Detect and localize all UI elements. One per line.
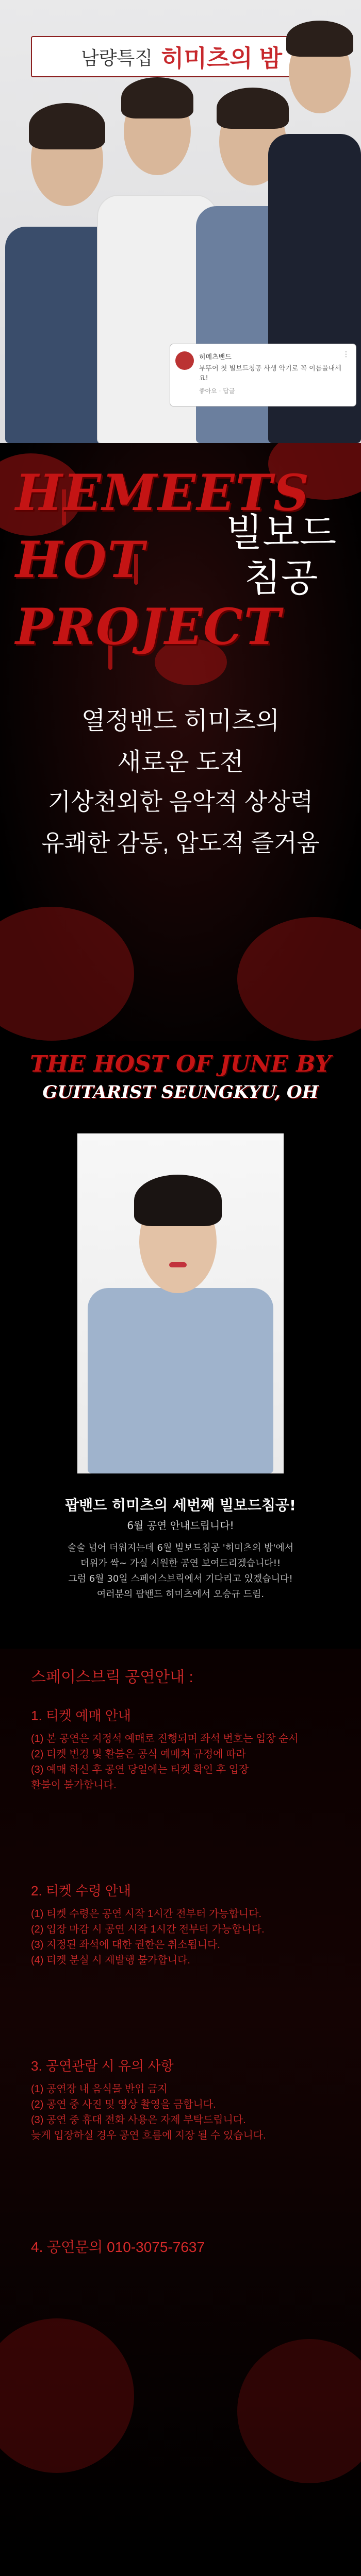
blood-splat: [0, 2318, 134, 2473]
kr-title-line2: 침공: [244, 556, 318, 600]
title-section: [0, 443, 361, 1041]
viewing-note-item: (1) 공연장 내 음식물 반입 금지: [31, 2083, 168, 2095]
ticket-pickup-item: (2) 입장 마감 시 공연 시작 1시간 전부터 가능합니다.: [31, 1924, 265, 1935]
ticket-pickup-item: (4) 티켓 분실 시 재발행 불가합니다.: [31, 1955, 190, 1966]
billboard-invasion-title: [222, 510, 340, 601]
viewing-notes-heading: 3. 공연관람 시 유의 사항: [31, 2058, 174, 2074]
blood-splat: [237, 917, 361, 1041]
ticket-booking-item: (3) 예매 하신 후 공연 당일에는 티켓 확인 후 입장: [31, 1764, 249, 1775]
member-4-hair: [286, 21, 353, 57]
viewing-note-item: (2) 공연 중 사진 및 영상 촬영을 금합니다.: [31, 2099, 216, 2110]
blood-splat: [0, 907, 134, 1041]
host-lips: [169, 1262, 187, 1267]
venue-info-heading: 스페이스브릭 공연안내 :: [31, 1669, 193, 1686]
intro-para-4: 여러분의 팝밴드 히미츠에서 오승규 드림.: [96, 1589, 265, 1600]
intro-para-1: 술술 넘어 더워지는데 6월 빌보드침공 '히미츠의 밤'에서: [67, 1543, 294, 1553]
banner-prefix: 남량특집: [80, 47, 153, 69]
intro-para-2: 더위가 싹~ 가실 시원한 공연 보여드리겠습니다!!: [80, 1558, 281, 1569]
host-portrait: [77, 1133, 284, 1473]
ticket-booking-item: (1) 본 공연은 지정석 예매로 진행되며 좌석 번호는 입장 순서: [31, 1733, 299, 1744]
hero-section: [0, 0, 361, 443]
logo-project: PROJECT: [15, 598, 282, 656]
info-section: [0, 1649, 361, 2555]
banner-title: 히미츠의 밤: [161, 45, 283, 72]
host-section: [0, 1041, 361, 1649]
intro-para-3: 그럼 6월 30일 스페이스브릭에서 기다리고 있겠습니다!: [68, 1573, 293, 1584]
intro-title: 팝밴드 히미츠의 세번째 빌보드침공!: [65, 1497, 296, 1514]
viewing-note-item: (3) 공연 중 휴대 전화 사용은 자제 부탁드립니다.: [31, 2114, 246, 2126]
ticket-pickup-heading: 2. 티켓 수령 안내: [31, 1883, 132, 1899]
host-hair: [134, 1175, 222, 1226]
comment-card: [170, 344, 356, 406]
comment-text: 부뚜어 첫 빌보드청공 사생 약기로 꼭 이름을내세요!: [199, 365, 341, 382]
logo-hot: HOT: [15, 531, 145, 589]
kr-title-line1: 빌보드: [225, 511, 337, 555]
contact-phone[interactable]: 4. 공연문의 010-3075-7637: [31, 2239, 205, 2255]
host-heading-2: GUITARIST SEUNGKYU, OH: [42, 1082, 319, 1103]
comment-footer: 좋아요 · 답글: [199, 387, 235, 395]
logo-hemeets: HEMEETS: [15, 464, 310, 522]
ticket-pickup-item: (1) 티켓 수령은 공연 시작 1시간 전부터 가능합니다.: [31, 1908, 262, 1920]
intro-subtitle: 6월 공연 안내드립니다!: [127, 1519, 234, 1532]
directions-section: [0, 2555, 361, 2576]
member-1-hair: [29, 103, 105, 149]
ticket-booking-item: (2) 티켓 변경 및 환불은 공식 예매처 규정에 따라: [31, 1749, 246, 1760]
blood-splat: [237, 2339, 361, 2483]
more-icon: ⋮: [342, 350, 350, 359]
tagline-1: 열정밴드 히미츠의: [81, 707, 280, 735]
ticket-booking-item: 환불이 불가합니다.: [31, 1780, 117, 1791]
ticket-booking-list: [31, 1731, 299, 1793]
viewing-note-item: 늦게 입장하실 경우 공연 흐름에 지장 될 수 있습니다.: [31, 2130, 266, 2141]
tagline-4: 유쾌한 감동, 압도적 즐거움: [41, 829, 320, 856]
ticket-pickup-item: (3) 지정된 좌석에 대한 권한은 취소됩니다.: [31, 1939, 220, 1951]
commenter-avatar: [175, 351, 194, 370]
tagline-2: 새로운 도전: [117, 749, 244, 776]
commenter-name: 히메츠밴드: [199, 353, 232, 361]
host-jacket: [88, 1288, 273, 1473]
member-3-hair: [217, 88, 289, 129]
tagline-3: 기상천외한 음악적 상상력: [47, 788, 314, 815]
host-heading-1: THE HOST OF JUNE BY: [30, 1051, 331, 1077]
ticket-booking-heading: 1. 티켓 예매 안내: [31, 1708, 132, 1723]
viewing-notes-list: [31, 2081, 299, 2143]
ticket-pickup-list: [31, 1906, 299, 1968]
member-2-hair: [121, 77, 193, 118]
